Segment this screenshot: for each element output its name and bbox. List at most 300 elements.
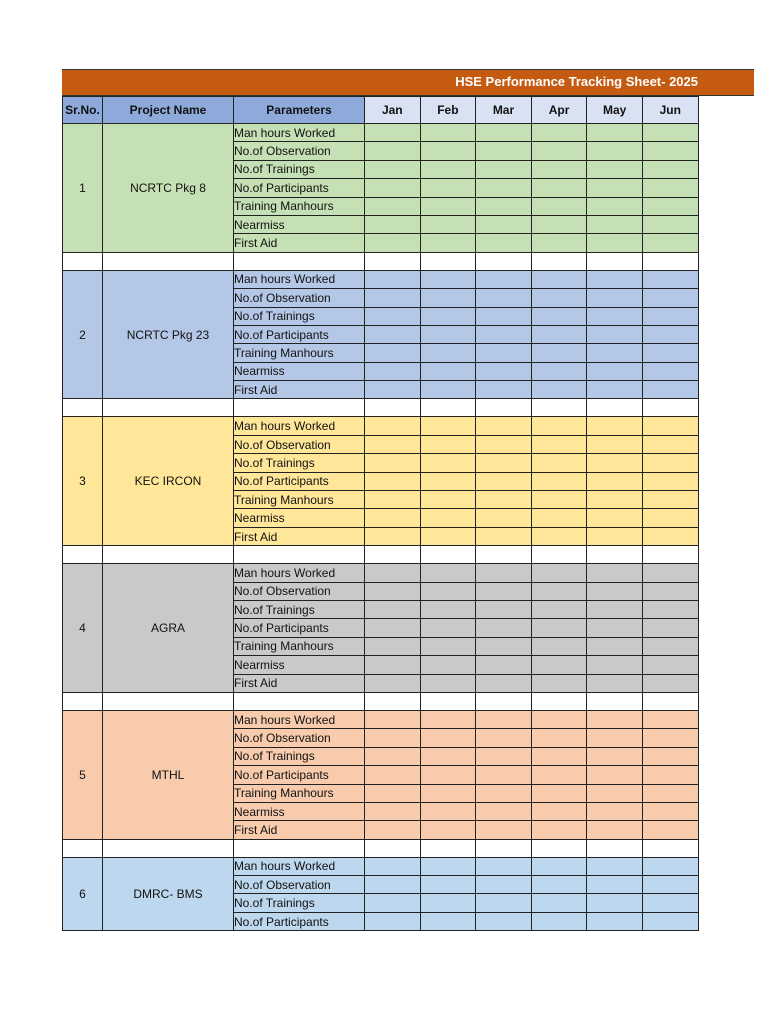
month-value-cell[interactable]	[365, 747, 421, 765]
month-value-cell[interactable]	[420, 600, 476, 618]
month-value-cell[interactable]	[531, 325, 587, 343]
month-value-cell[interactable]	[365, 179, 421, 197]
month-value-cell[interactable]	[476, 729, 532, 747]
month-value-cell[interactable]	[587, 344, 643, 362]
month-value-cell[interactable]	[365, 710, 421, 728]
project-name-cell[interactable]: MTHL	[103, 710, 234, 839]
month-value-cell[interactable]	[531, 729, 587, 747]
month-value-cell[interactable]	[587, 674, 643, 692]
month-value-cell[interactable]	[476, 802, 532, 820]
month-value-cell[interactable]	[420, 509, 476, 527]
month-value-cell[interactable]	[476, 142, 532, 160]
month-value-cell[interactable]	[420, 747, 476, 765]
month-value-cell[interactable]	[587, 509, 643, 527]
month-value-cell[interactable]	[642, 344, 698, 362]
month-value-cell[interactable]	[531, 637, 587, 655]
month-value-cell[interactable]	[587, 472, 643, 490]
month-value-cell[interactable]	[476, 857, 532, 875]
month-value-cell[interactable]	[531, 491, 587, 509]
month-value-cell[interactable]	[476, 234, 532, 252]
month-value-cell[interactable]	[642, 564, 698, 582]
header-project-name[interactable]: Project Name	[103, 97, 234, 124]
month-value-cell[interactable]	[531, 307, 587, 325]
month-value-cell[interactable]	[365, 509, 421, 527]
month-value-cell[interactable]	[642, 876, 698, 894]
month-value-cell[interactable]	[531, 142, 587, 160]
spacer-cell[interactable]	[103, 839, 234, 857]
month-value-cell[interactable]	[642, 234, 698, 252]
parameter-cell[interactable]: Man hours Worked	[234, 564, 365, 582]
month-value-cell[interactable]	[531, 894, 587, 912]
month-value-cell[interactable]	[476, 307, 532, 325]
spacer-cell[interactable]	[365, 546, 421, 564]
month-value-cell[interactable]	[531, 362, 587, 380]
spacer-cell[interactable]	[365, 839, 421, 857]
spacer-cell[interactable]	[642, 692, 698, 710]
month-value-cell[interactable]	[365, 270, 421, 288]
spacer-cell[interactable]	[63, 546, 103, 564]
month-value-cell[interactable]	[587, 362, 643, 380]
month-value-cell[interactable]	[476, 124, 532, 142]
month-value-cell[interactable]	[365, 564, 421, 582]
month-value-cell[interactable]	[365, 912, 421, 930]
spacer-cell[interactable]	[642, 399, 698, 417]
header-month[interactable]: Jan	[365, 97, 421, 124]
month-value-cell[interactable]	[476, 454, 532, 472]
month-value-cell[interactable]	[365, 857, 421, 875]
month-value-cell[interactable]	[531, 197, 587, 215]
month-value-cell[interactable]	[365, 619, 421, 637]
month-value-cell[interactable]	[531, 417, 587, 435]
spacer-cell[interactable]	[476, 839, 532, 857]
parameter-cell[interactable]: No.of Observation	[234, 289, 365, 307]
month-value-cell[interactable]	[476, 564, 532, 582]
parameter-cell[interactable]: Training Manhours	[234, 637, 365, 655]
month-value-cell[interactable]	[642, 142, 698, 160]
month-value-cell[interactable]	[420, 197, 476, 215]
month-value-cell[interactable]	[365, 435, 421, 453]
month-value-cell[interactable]	[587, 215, 643, 233]
month-value-cell[interactable]	[476, 600, 532, 618]
month-value-cell[interactable]	[365, 215, 421, 233]
month-value-cell[interactable]	[531, 564, 587, 582]
month-value-cell[interactable]	[365, 289, 421, 307]
month-value-cell[interactable]	[365, 582, 421, 600]
month-value-cell[interactable]	[476, 582, 532, 600]
month-value-cell[interactable]	[476, 197, 532, 215]
month-value-cell[interactable]	[420, 876, 476, 894]
header-parameters[interactable]: Parameters	[234, 97, 365, 124]
month-value-cell[interactable]	[531, 656, 587, 674]
month-value-cell[interactable]	[476, 656, 532, 674]
project-name-cell[interactable]: NCRTC Pkg 23	[103, 270, 234, 399]
month-value-cell[interactable]	[642, 124, 698, 142]
month-value-cell[interactable]	[531, 215, 587, 233]
month-value-cell[interactable]	[420, 362, 476, 380]
month-value-cell[interactable]	[531, 509, 587, 527]
parameter-cell[interactable]: Training Manhours	[234, 784, 365, 802]
month-value-cell[interactable]	[531, 582, 587, 600]
month-value-cell[interactable]	[531, 674, 587, 692]
month-value-cell[interactable]	[531, 766, 587, 784]
month-value-cell[interactable]	[476, 674, 532, 692]
month-value-cell[interactable]	[420, 857, 476, 875]
spacer-cell[interactable]	[234, 692, 365, 710]
month-value-cell[interactable]	[420, 582, 476, 600]
month-value-cell[interactable]	[365, 160, 421, 178]
parameter-cell[interactable]: Training Manhours	[234, 344, 365, 362]
month-value-cell[interactable]	[531, 747, 587, 765]
spacer-cell[interactable]	[103, 399, 234, 417]
month-value-cell[interactable]	[420, 894, 476, 912]
month-value-cell[interactable]	[531, 435, 587, 453]
month-value-cell[interactable]	[365, 325, 421, 343]
month-value-cell[interactable]	[531, 160, 587, 178]
month-value-cell[interactable]	[476, 344, 532, 362]
month-value-cell[interactable]	[642, 179, 698, 197]
srno-cell[interactable]: 3	[63, 417, 103, 546]
month-value-cell[interactable]	[476, 894, 532, 912]
project-name-cell[interactable]: KEC IRCON	[103, 417, 234, 546]
month-value-cell[interactable]	[531, 289, 587, 307]
parameter-cell[interactable]: Nearmiss	[234, 215, 365, 233]
month-value-cell[interactable]	[420, 215, 476, 233]
month-value-cell[interactable]	[587, 766, 643, 784]
month-value-cell[interactable]	[365, 802, 421, 820]
parameter-cell[interactable]: No.of Trainings	[234, 307, 365, 325]
spacer-cell[interactable]	[642, 546, 698, 564]
month-value-cell[interactable]	[642, 747, 698, 765]
month-value-cell[interactable]	[476, 362, 532, 380]
parameter-cell[interactable]: Nearmiss	[234, 656, 365, 674]
month-value-cell[interactable]	[476, 215, 532, 233]
month-value-cell[interactable]	[642, 674, 698, 692]
spacer-cell[interactable]	[587, 546, 643, 564]
header-month[interactable]: Mar	[476, 97, 532, 124]
month-value-cell[interactable]	[531, 876, 587, 894]
parameter-cell[interactable]: First Aid	[234, 527, 365, 545]
month-value-cell[interactable]	[365, 124, 421, 142]
parameter-cell[interactable]: No.of Participants	[234, 325, 365, 343]
spacer-cell[interactable]	[420, 546, 476, 564]
month-value-cell[interactable]	[587, 729, 643, 747]
month-value-cell[interactable]	[587, 307, 643, 325]
month-value-cell[interactable]	[642, 362, 698, 380]
month-value-cell[interactable]	[420, 307, 476, 325]
spacer-cell[interactable]	[642, 252, 698, 270]
month-value-cell[interactable]	[420, 637, 476, 655]
month-value-cell[interactable]	[587, 876, 643, 894]
month-value-cell[interactable]	[531, 784, 587, 802]
month-value-cell[interactable]	[531, 912, 587, 930]
spacer-cell[interactable]	[234, 399, 365, 417]
month-value-cell[interactable]	[531, 600, 587, 618]
spacer-cell[interactable]	[476, 546, 532, 564]
project-name-cell[interactable]: NCRTC Pkg 8	[103, 124, 234, 253]
month-value-cell[interactable]	[365, 362, 421, 380]
month-value-cell[interactable]	[587, 325, 643, 343]
month-value-cell[interactable]	[587, 600, 643, 618]
month-value-cell[interactable]	[365, 234, 421, 252]
month-value-cell[interactable]	[476, 160, 532, 178]
month-value-cell[interactable]	[420, 160, 476, 178]
month-value-cell[interactable]	[365, 527, 421, 545]
month-value-cell[interactable]	[420, 142, 476, 160]
month-value-cell[interactable]	[642, 857, 698, 875]
header-month[interactable]: Apr	[531, 97, 587, 124]
parameter-cell[interactable]: No.of Participants	[234, 472, 365, 490]
month-value-cell[interactable]	[642, 527, 698, 545]
month-value-cell[interactable]	[642, 802, 698, 820]
spacer-cell[interactable]	[476, 399, 532, 417]
parameter-cell[interactable]: No.of Trainings	[234, 600, 365, 618]
parameter-cell[interactable]: No.of Observation	[234, 729, 365, 747]
parameter-cell[interactable]: No.of Participants	[234, 912, 365, 930]
month-value-cell[interactable]	[365, 784, 421, 802]
month-value-cell[interactable]	[642, 417, 698, 435]
month-value-cell[interactable]	[531, 124, 587, 142]
spacer-cell[interactable]	[234, 546, 365, 564]
parameter-cell[interactable]: Training Manhours	[234, 197, 365, 215]
month-value-cell[interactable]	[642, 270, 698, 288]
month-value-cell[interactable]	[587, 289, 643, 307]
parameter-cell[interactable]: Man hours Worked	[234, 710, 365, 728]
spacer-cell[interactable]	[587, 252, 643, 270]
parameter-cell[interactable]: Man hours Worked	[234, 124, 365, 142]
month-value-cell[interactable]	[365, 674, 421, 692]
month-value-cell[interactable]	[476, 472, 532, 490]
month-value-cell[interactable]	[531, 527, 587, 545]
spacer-cell[interactable]	[531, 252, 587, 270]
month-value-cell[interactable]	[587, 802, 643, 820]
spacer-cell[interactable]	[476, 692, 532, 710]
month-value-cell[interactable]	[531, 857, 587, 875]
month-value-cell[interactable]	[642, 619, 698, 637]
month-value-cell[interactable]	[587, 381, 643, 399]
month-value-cell[interactable]	[365, 821, 421, 839]
month-value-cell[interactable]	[642, 491, 698, 509]
month-value-cell[interactable]	[420, 619, 476, 637]
month-value-cell[interactable]	[420, 289, 476, 307]
month-value-cell[interactable]	[531, 821, 587, 839]
month-value-cell[interactable]	[587, 124, 643, 142]
month-value-cell[interactable]	[642, 509, 698, 527]
spacer-cell[interactable]	[531, 839, 587, 857]
srno-cell[interactable]: 1	[63, 124, 103, 253]
parameter-cell[interactable]: First Aid	[234, 234, 365, 252]
spacer-cell[interactable]	[234, 839, 365, 857]
parameter-cell[interactable]: Nearmiss	[234, 802, 365, 820]
spacer-cell[interactable]	[365, 252, 421, 270]
month-value-cell[interactable]	[587, 894, 643, 912]
month-value-cell[interactable]	[587, 417, 643, 435]
month-value-cell[interactable]	[642, 600, 698, 618]
month-value-cell[interactable]	[476, 417, 532, 435]
spacer-cell[interactable]	[63, 252, 103, 270]
month-value-cell[interactable]	[531, 454, 587, 472]
month-value-cell[interactable]	[420, 674, 476, 692]
spacer-cell[interactable]	[63, 839, 103, 857]
parameter-cell[interactable]: No.of Trainings	[234, 160, 365, 178]
srno-cell[interactable]: 4	[63, 564, 103, 693]
month-value-cell[interactable]	[476, 766, 532, 784]
month-value-cell[interactable]	[642, 472, 698, 490]
month-value-cell[interactable]	[365, 381, 421, 399]
month-value-cell[interactable]	[420, 179, 476, 197]
month-value-cell[interactable]	[476, 509, 532, 527]
spacer-cell[interactable]	[587, 399, 643, 417]
month-value-cell[interactable]	[642, 912, 698, 930]
month-value-cell[interactable]	[642, 656, 698, 674]
month-value-cell[interactable]	[420, 710, 476, 728]
month-value-cell[interactable]	[420, 564, 476, 582]
parameter-cell[interactable]: No.of Trainings	[234, 454, 365, 472]
month-value-cell[interactable]	[420, 417, 476, 435]
spacer-cell[interactable]	[476, 252, 532, 270]
month-value-cell[interactable]	[531, 710, 587, 728]
month-value-cell[interactable]	[476, 821, 532, 839]
month-value-cell[interactable]	[642, 582, 698, 600]
month-value-cell[interactable]	[365, 142, 421, 160]
spacer-cell[interactable]	[531, 399, 587, 417]
month-value-cell[interactable]	[587, 637, 643, 655]
month-value-cell[interactable]	[587, 234, 643, 252]
spacer-cell[interactable]	[642, 839, 698, 857]
month-value-cell[interactable]	[587, 619, 643, 637]
month-value-cell[interactable]	[476, 179, 532, 197]
month-value-cell[interactable]	[531, 472, 587, 490]
month-value-cell[interactable]	[642, 160, 698, 178]
month-value-cell[interactable]	[587, 270, 643, 288]
month-value-cell[interactable]	[531, 270, 587, 288]
spacer-cell[interactable]	[63, 692, 103, 710]
month-value-cell[interactable]	[587, 491, 643, 509]
month-value-cell[interactable]	[420, 234, 476, 252]
month-value-cell[interactable]	[476, 710, 532, 728]
month-value-cell[interactable]	[587, 784, 643, 802]
parameter-cell[interactable]: No.of Participants	[234, 179, 365, 197]
month-value-cell[interactable]	[420, 325, 476, 343]
month-value-cell[interactable]	[642, 766, 698, 784]
project-name-cell[interactable]: DMRC- BMS	[103, 857, 234, 931]
month-value-cell[interactable]	[365, 600, 421, 618]
month-value-cell[interactable]	[365, 491, 421, 509]
srno-cell[interactable]: 6	[63, 857, 103, 931]
month-value-cell[interactable]	[476, 637, 532, 655]
parameter-cell[interactable]: No.of Observation	[234, 435, 365, 453]
month-value-cell[interactable]	[420, 802, 476, 820]
month-value-cell[interactable]	[420, 472, 476, 490]
month-value-cell[interactable]	[420, 527, 476, 545]
parameter-cell[interactable]: No.of Participants	[234, 619, 365, 637]
month-value-cell[interactable]	[476, 435, 532, 453]
month-value-cell[interactable]	[420, 491, 476, 509]
spacer-cell[interactable]	[420, 399, 476, 417]
month-value-cell[interactable]	[420, 912, 476, 930]
month-value-cell[interactable]	[420, 656, 476, 674]
month-value-cell[interactable]	[531, 344, 587, 362]
month-value-cell[interactable]	[642, 784, 698, 802]
header-srno[interactable]: Sr.No.	[63, 97, 103, 124]
month-value-cell[interactable]	[365, 894, 421, 912]
month-value-cell[interactable]	[642, 325, 698, 343]
srno-cell[interactable]: 5	[63, 710, 103, 839]
month-value-cell[interactable]	[365, 876, 421, 894]
spacer-cell[interactable]	[531, 692, 587, 710]
month-value-cell[interactable]	[476, 784, 532, 802]
month-value-cell[interactable]	[476, 912, 532, 930]
month-value-cell[interactable]	[587, 527, 643, 545]
month-value-cell[interactable]	[365, 766, 421, 784]
month-value-cell[interactable]	[476, 747, 532, 765]
month-value-cell[interactable]	[531, 234, 587, 252]
month-value-cell[interactable]	[642, 894, 698, 912]
month-value-cell[interactable]	[420, 821, 476, 839]
month-value-cell[interactable]	[587, 197, 643, 215]
parameter-cell[interactable]: Man hours Worked	[234, 857, 365, 875]
month-value-cell[interactable]	[587, 821, 643, 839]
spacer-cell[interactable]	[420, 692, 476, 710]
month-value-cell[interactable]	[587, 857, 643, 875]
month-value-cell[interactable]	[420, 766, 476, 784]
month-value-cell[interactable]	[531, 179, 587, 197]
month-value-cell[interactable]	[365, 417, 421, 435]
month-value-cell[interactable]	[642, 197, 698, 215]
month-value-cell[interactable]	[587, 710, 643, 728]
parameter-cell[interactable]: First Aid	[234, 674, 365, 692]
month-value-cell[interactable]	[365, 472, 421, 490]
parameter-cell[interactable]: Man hours Worked	[234, 417, 365, 435]
month-value-cell[interactable]	[365, 344, 421, 362]
month-value-cell[interactable]	[587, 142, 643, 160]
parameter-cell[interactable]: No.of Observation	[234, 582, 365, 600]
parameter-cell[interactable]: First Aid	[234, 381, 365, 399]
month-value-cell[interactable]	[587, 435, 643, 453]
month-value-cell[interactable]	[642, 454, 698, 472]
header-month[interactable]: May	[587, 97, 643, 124]
month-value-cell[interactable]	[476, 270, 532, 288]
month-value-cell[interactable]	[476, 619, 532, 637]
month-value-cell[interactable]	[642, 289, 698, 307]
month-value-cell[interactable]	[531, 619, 587, 637]
srno-cell[interactable]: 2	[63, 270, 103, 399]
month-value-cell[interactable]	[587, 160, 643, 178]
month-value-cell[interactable]	[642, 637, 698, 655]
month-value-cell[interactable]	[365, 656, 421, 674]
spacer-cell[interactable]	[103, 546, 234, 564]
spacer-cell[interactable]	[234, 252, 365, 270]
month-value-cell[interactable]	[476, 876, 532, 894]
month-value-cell[interactable]	[365, 454, 421, 472]
month-value-cell[interactable]	[420, 124, 476, 142]
month-value-cell[interactable]	[420, 784, 476, 802]
parameter-cell[interactable]: Nearmiss	[234, 362, 365, 380]
month-value-cell[interactable]	[476, 381, 532, 399]
parameter-cell[interactable]: Nearmiss	[234, 509, 365, 527]
parameter-cell[interactable]: Man hours Worked	[234, 270, 365, 288]
parameter-cell[interactable]: First Aid	[234, 821, 365, 839]
month-value-cell[interactable]	[365, 197, 421, 215]
month-value-cell[interactable]	[587, 912, 643, 930]
month-value-cell[interactable]	[420, 435, 476, 453]
month-value-cell[interactable]	[420, 270, 476, 288]
month-value-cell[interactable]	[642, 729, 698, 747]
spacer-cell[interactable]	[587, 839, 643, 857]
month-value-cell[interactable]	[642, 710, 698, 728]
month-value-cell[interactable]	[587, 454, 643, 472]
parameter-cell[interactable]: No.of Participants	[234, 766, 365, 784]
parameter-cell[interactable]: No.of Observation	[234, 142, 365, 160]
